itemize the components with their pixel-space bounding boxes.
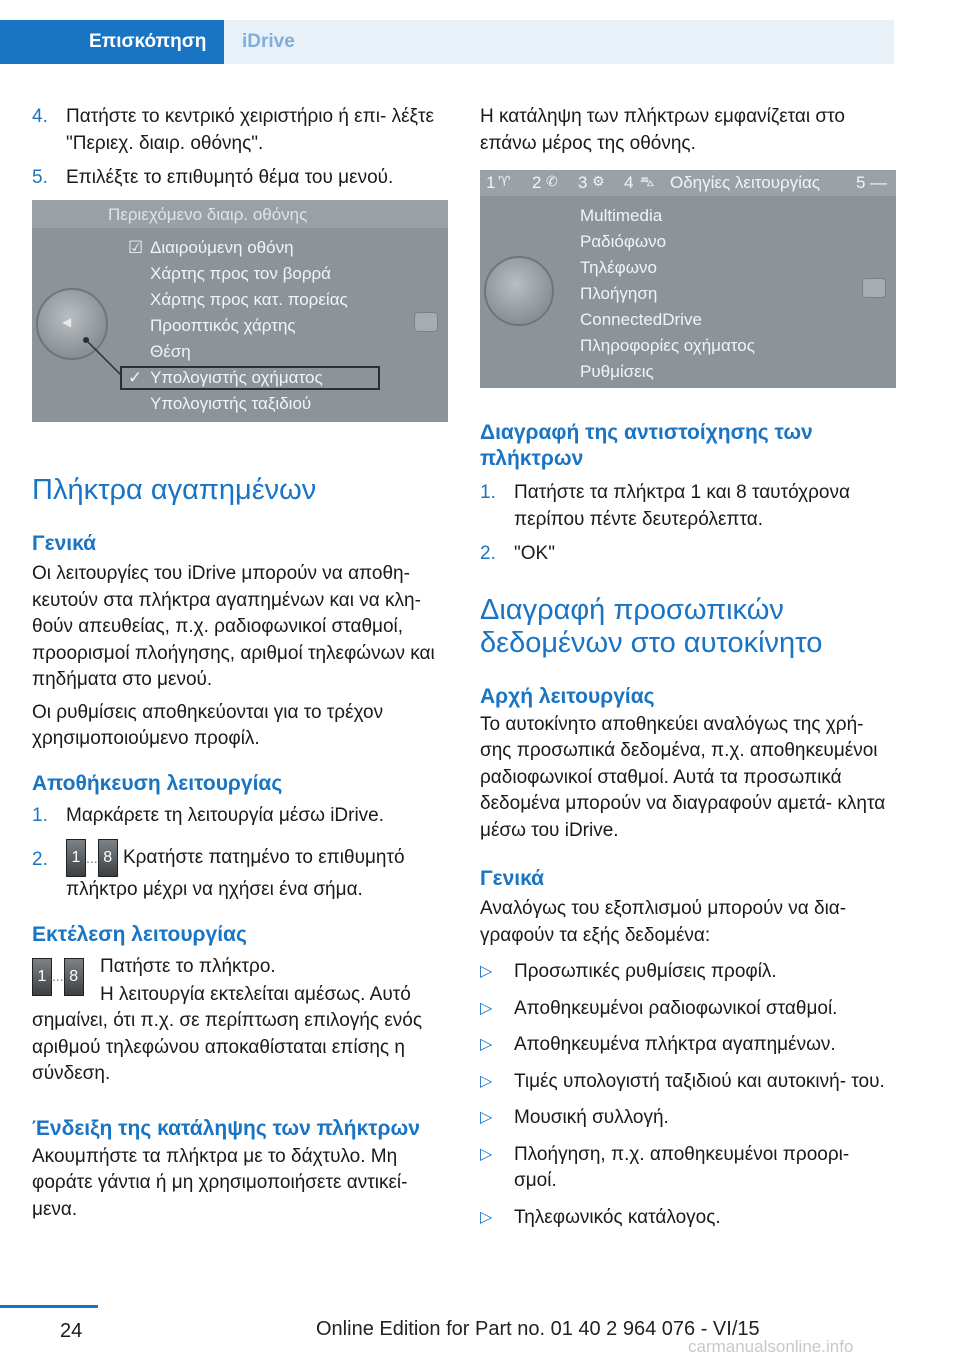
menu-item: Υπολογιστής ταξιδιού — [150, 394, 312, 413]
paragraph: Η λειτουργία εκτελείται αμέσως. Αυτό σημαίνει, ότι π.χ. σε περίπτωση επιλογής ενός αριθμού τηλεφώνου αποκαθίσταται επίσης η σύνδεση. — [32, 983, 423, 1084]
menu-item-selected: Υπολογιστής οχήματος — [150, 368, 323, 387]
tab-idrive[interactable]: iDrive — [224, 20, 894, 64]
favorite-5: 5 — [856, 173, 866, 192]
section-title: Διαγραφή προσωπικών δεδομένων στο αυτοκίνητο — [480, 593, 823, 659]
favorite-3: 3 — [578, 173, 588, 192]
pointer-line — [32, 200, 448, 422]
right-sections — [480, 420, 896, 1231]
favorite-keys-icon: 1 ... 8 — [32, 958, 84, 996]
list-item — [480, 541, 896, 568]
subsection-title: Διαγραφή της αντιστοίχησης των πλήκτρων — [480, 421, 813, 470]
step-number: 1. — [480, 482, 496, 503]
list-item: ▷ Πλοήγηση, π.χ. αποθηκευμένοι προορι‐ σμοί. — [480, 1143, 850, 1191]
step-number: 2. — [480, 543, 496, 564]
menu-item: Τηλέφωνο — [580, 258, 657, 277]
menu-item: Πλοήγηση — [580, 284, 658, 303]
subsection-title: Γενικά — [32, 532, 97, 555]
favorite-key-1-icon: 1 — [66, 839, 86, 877]
menu-item: Θέση — [150, 342, 191, 361]
list-item — [32, 839, 448, 904]
antenna-icon: ♈ — [498, 173, 511, 189]
step-text: Μαρκάρετε τη λειτουργία μέσω iDrive. — [66, 804, 385, 826]
check-icon: ☑ — [128, 238, 144, 257]
step-number: 2. — [32, 849, 48, 870]
check-icon: ✓ — [128, 368, 143, 387]
menu-item: Ρυθμίσεις — [580, 362, 654, 381]
favorite-2: 2 — [532, 173, 542, 192]
menu-item: Multimedia — [580, 206, 663, 225]
step-text: "OK" — [514, 543, 555, 564]
menu-item: Ραδιόφωνο — [580, 232, 667, 251]
bullet-icon: ▷ — [480, 1072, 493, 1090]
favorites-section — [32, 474, 448, 1223]
key-range-dots: ... — [86, 850, 98, 867]
step-number: 5. — [32, 167, 48, 188]
paragraph: Αναλόγως του εξοπλισμού μπορούν να δια‐ γραφούν τα εξής δεδομένα: — [480, 898, 847, 946]
bullet-icon: ▷ — [480, 999, 493, 1017]
bullet-icon: ▷ — [480, 1208, 493, 1226]
list-item: ▷ Μουσική συλλογή. — [480, 1105, 896, 1132]
menu-item: Πληροφορίες οχήματος — [580, 336, 755, 355]
footer-rule — [0, 1305, 98, 1308]
list-item — [32, 165, 448, 192]
list-item: ▷ Αποθηκευμένοι ραδιοφωνικοί σταθμοί. — [480, 996, 896, 1023]
section-title: Πλήκτρα αγαπημένων — [32, 474, 317, 506]
list-item: ▷ Τιμές υπολογιστή ταξιδιού και αυτοκινή‐ του. — [480, 1069, 896, 1096]
paragraph: Οι λειτουργίες του iDrive μπορούν να αποθη‐ κευτούν στα πλήκτρα αγαπημένων και να κλη‐ θούν απευθείας, π.χ. ραδιοφωνικοί σταθμοί, προορισμοί πλοήγησης, αριθμοί τηλεφώνων και πηδήματα στο μενού. — [32, 563, 435, 690]
step-text: Επιλέξτε το επιθυμητό θέμα του μενού. — [66, 167, 394, 188]
menu-item: Διαιρούμενη οθόνη — [150, 238, 294, 257]
step-number: 1. — [32, 804, 48, 826]
subsection-title: Γενικά — [480, 867, 545, 890]
paragraph: Οι ρυθμίσεις αποθηκεύονται για το τρέχον χρησιμοποιούμενο προφίλ. — [32, 701, 384, 749]
list-item — [480, 480, 896, 533]
dash-icon: — — [870, 173, 887, 192]
screen-title: Περιεχόμενο διαιρ. οθόνης — [108, 205, 308, 224]
menu-item: Χάρτης προς κατ. πορείας — [150, 290, 348, 309]
bullet-icon: ▷ — [480, 1145, 493, 1163]
favorite-1: 1 — [486, 173, 496, 192]
left-arrow-icon: ◀ — [62, 315, 72, 329]
list-item: ▷ Προσωπικές ρυθμίσεις προφίλ. — [480, 959, 896, 986]
main-menu-image — [480, 170, 896, 388]
menu-item: Προοπτικός χάρτης — [150, 316, 296, 335]
list-item: ▷ Τηλεφωνικός κατάλογος. — [480, 1205, 896, 1232]
menu-item: Χάρτης προς τον βορρά — [150, 264, 332, 283]
left-steps-top — [32, 104, 448, 192]
favorite-key-8-icon: 8 — [98, 839, 118, 877]
tab-overview[interactable]: Επισκόπηση — [0, 20, 224, 64]
step-text: Πατήστε το κεντρικό χειριστήριο ή επι‐ λέξτε "Περιεχ. διαιρ. οθόνης". — [66, 106, 435, 154]
split-screen-menu-image — [32, 200, 448, 422]
list-item — [32, 803, 448, 830]
step-text: Πατήστε τα πλήκτρα 1 και 8 ταυτόχρονα περίπου πέντε δευτερόλεπτα. — [514, 482, 850, 530]
subsection-title: Ένδειξη της κατάληψης των πλήκτρων — [32, 1116, 420, 1140]
bullet-icon: ▷ — [480, 963, 493, 980]
phone-icon: ✆ — [546, 173, 558, 189]
paragraph: Η κατάληψη των πλήκτρων εμφανίζεται στο επάνω μέρος της οθόνης. — [480, 106, 845, 154]
subsection-title: Εκτέλεση λειτουργίας — [32, 922, 247, 946]
favorite-4: 4 — [624, 173, 634, 192]
controller-knob-icon — [484, 256, 554, 326]
list-item: ▷ Αποθηκευμένα πλήκτρα αγαπημένων. — [480, 1032, 896, 1059]
list-item — [32, 104, 448, 157]
gear-icon: ⚙ — [592, 173, 605, 189]
menu-icon — [862, 278, 886, 298]
step-text: Κρατήστε πατημένο το επιθυμητό πλήκτρο μέχρι να ηχήσει ένα σήμα. — [66, 847, 405, 900]
watermark: carmanualsonline.info — [688, 1337, 854, 1356]
subsection-title: Αποθήκευση λειτουργίας — [32, 771, 283, 795]
menu-item: ConnectedDrive — [580, 310, 702, 329]
paragraph: Το αυτοκίνητο αποθηκεύει αναλόγως της χρή‐ σης προσωπικά δεδομένα, π.χ. αποθηκευμένοι ραδιοφωνικοί σταθμοί. Αυτά τα προσωπικά δεδομένα μπορούν να διαγραφούν αμετά‐ κλητα μέσω του iDrive. — [480, 713, 886, 841]
favorite-4-label: Οδηγίες λειτουργίας — [670, 173, 820, 192]
exec-row — [32, 954, 448, 1010]
bullet-icon: ▷ — [480, 1036, 493, 1053]
step-number: 4. — [32, 106, 48, 127]
subsection-title: Αρχή λειτουργίας — [480, 684, 655, 708]
car-icon: ⛍ — [640, 173, 655, 189]
right-intro — [480, 104, 896, 157]
page-number: 24 — [60, 1320, 83, 1342]
paragraph: Πατήστε το πλήκτρο. — [100, 955, 276, 977]
edition-text: Online Edition for Part no. 01 40 2 964 076 - VI/15 — [316, 1318, 760, 1340]
bullet-icon: ▷ — [480, 1109, 493, 1126]
paragraph: Ακουμπήστε τα πλήκτρα με το δάχτυλο. Μη φοράτε γάντια ή μη χρησιμοποιήσετε αντικεί‐ μενα. — [32, 1145, 408, 1220]
